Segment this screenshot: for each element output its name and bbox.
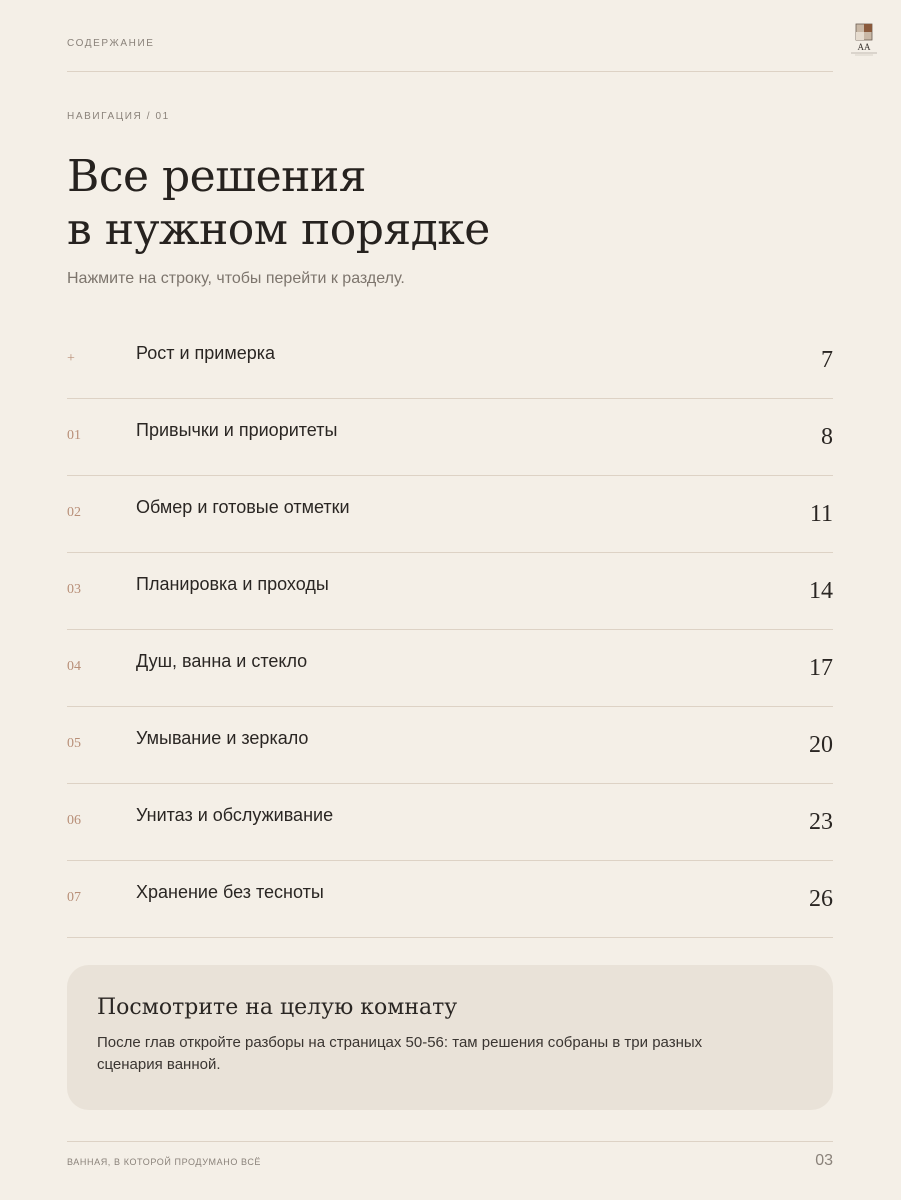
toc-row-layout[interactable] xyxy=(67,553,833,630)
toc-row-label: Хранение без тесноты xyxy=(136,882,324,902)
toc-row-shower[interactable] xyxy=(67,630,833,707)
page-subtitle: Нажмите на строку, чтобы перейти к разделу. xyxy=(67,270,405,287)
toc-row-label: Привычки и приоритеты xyxy=(136,420,338,440)
toc-row-toilet[interactable] xyxy=(67,784,833,861)
toc-row-label: Планировка и проходы xyxy=(136,574,329,594)
callout-title: Посмотрите на целую комнату xyxy=(97,995,458,1020)
toc-row-page: 26 xyxy=(809,886,833,912)
toc-row-label: Унитаз и обслуживание xyxy=(136,805,334,825)
footer-page-number: 03 xyxy=(815,1152,833,1169)
toc-row-number: 02 xyxy=(67,505,81,520)
page-header xyxy=(67,38,871,52)
table-of-contents xyxy=(67,322,833,938)
page-title-line-2: в нужном порядке xyxy=(67,204,490,255)
page-title xyxy=(67,150,767,256)
toc-row-label: Обмер и готовые отметки xyxy=(136,497,350,517)
callout-text: После глав откройте разборы на страницах 50-56: там решения собраны в три разных сценария ванной. xyxy=(97,1034,703,1073)
footer-divider xyxy=(67,1141,833,1142)
toc-row-page: 7 xyxy=(821,347,833,373)
toc-row-page: 8 xyxy=(821,424,833,450)
toc-row-page: 17 xyxy=(809,655,833,681)
section-label: СОДЕРЖАНИЕ xyxy=(67,38,155,49)
toc-row-page: 23 xyxy=(809,809,833,835)
toc-row-habits[interactable] xyxy=(67,399,833,476)
toc-row-growth[interactable] xyxy=(67,322,833,399)
toc-row-label: Рост и примерка xyxy=(136,343,276,363)
toc-row-washing[interactable] xyxy=(67,707,833,784)
toc-row-number: 04 xyxy=(67,659,81,674)
toc-row-number: 01 xyxy=(67,428,81,443)
toc-row-number: 05 xyxy=(67,736,81,751)
toc-row-number: 07 xyxy=(67,890,81,905)
toc-row-number: + xyxy=(67,351,75,366)
toc-row-measurements[interactable] xyxy=(67,476,833,553)
toc-row-number: 06 xyxy=(67,813,81,828)
toc-row-storage[interactable] xyxy=(67,861,833,938)
header-divider xyxy=(67,71,833,72)
toc-row-number: 03 xyxy=(67,582,81,597)
svg-text:АА: АА xyxy=(857,42,871,52)
toc-row-label: Душ, ванна и стекло xyxy=(136,651,308,671)
brand-logo xyxy=(847,22,881,58)
eyebrow-label: НАВИГАЦИЯ / 01 xyxy=(67,111,170,122)
toc-row-page: 20 xyxy=(809,732,833,758)
toc-row-label: Умывание и зеркало xyxy=(136,728,309,748)
toc-row-page: 14 xyxy=(809,578,833,604)
page-title-line-1: Все решения xyxy=(67,151,367,202)
toc-row-page: 11 xyxy=(809,501,833,527)
footer-book-title: ВАННАЯ, В КОТОРОЙ ПРОДУМАНО ВСЁ xyxy=(67,1157,262,1167)
callout-card xyxy=(67,965,833,1110)
